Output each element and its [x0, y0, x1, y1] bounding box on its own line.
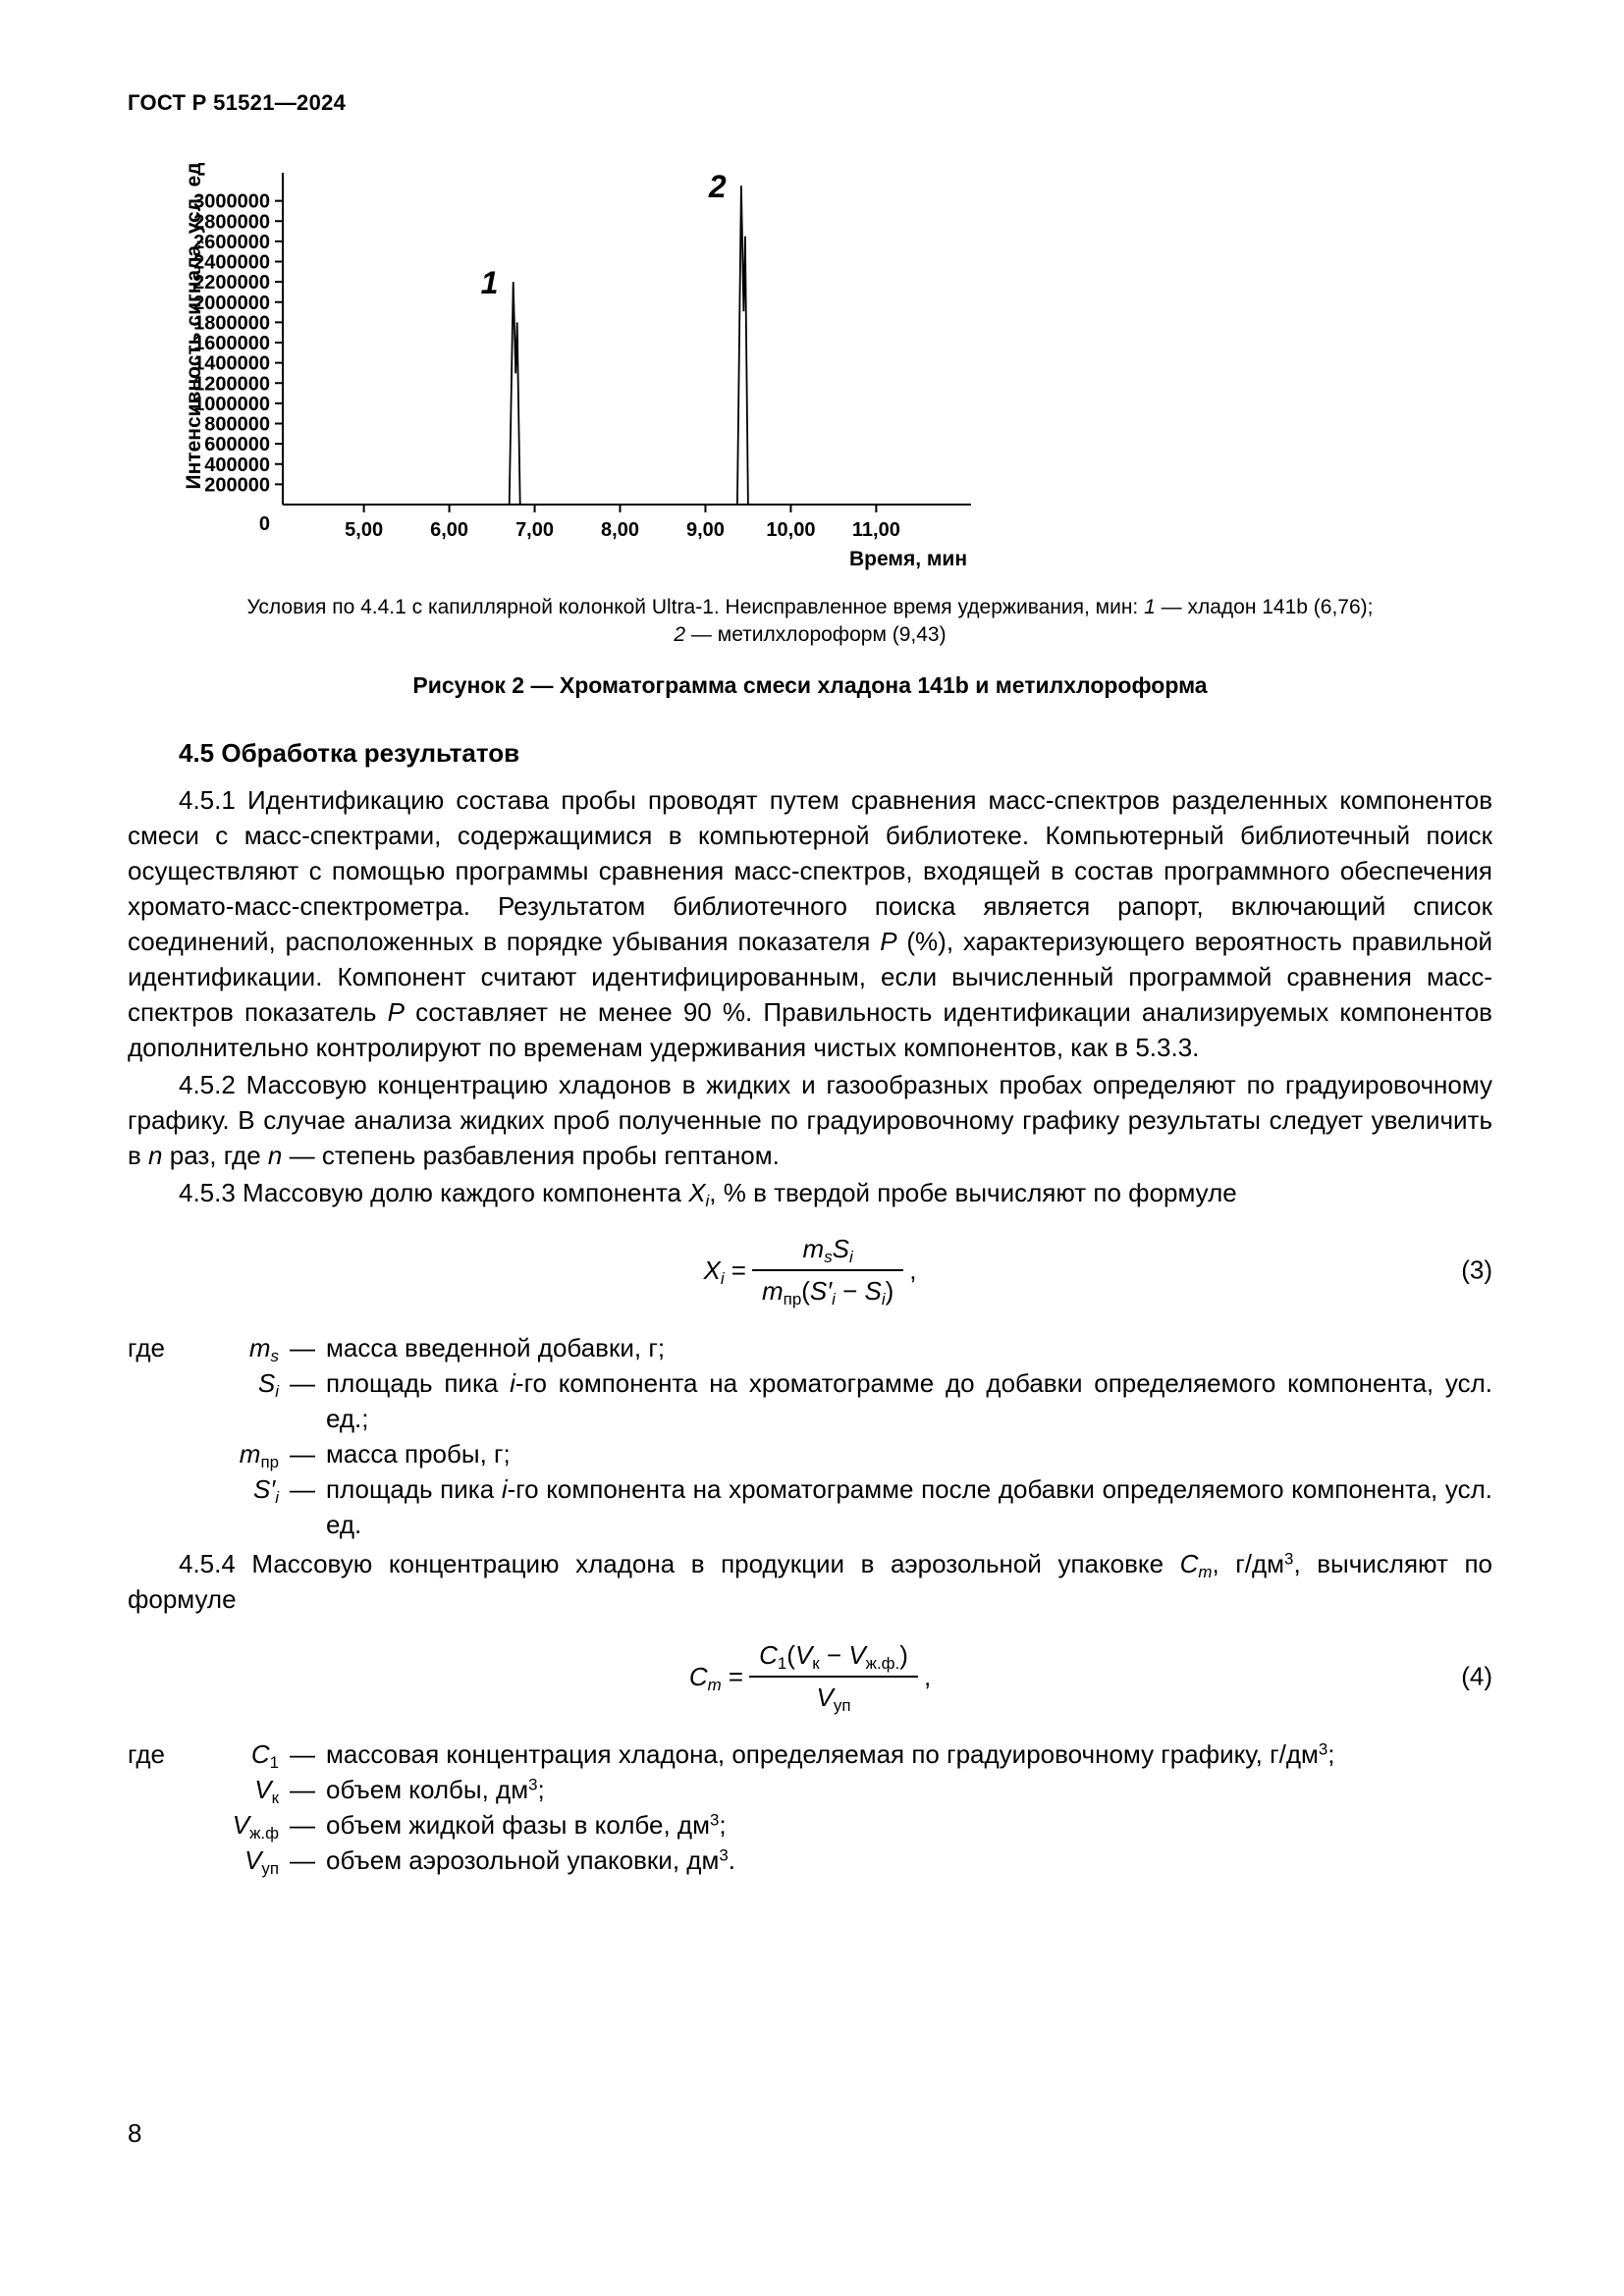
paragraph-4-5-3: 4.5.3 Массовую долю каждого компонента $X_i$, % в твердой пробе вычисляют по формуле: [179, 1178, 1237, 1211]
formula-3-lhs: $X_i$ =: [703, 1255, 746, 1288]
y-tick-label: 800000: [204, 413, 270, 436]
formula-4-expression: [688, 1640, 932, 1716]
where-term: $V_{ж.ф}$: [232, 1810, 279, 1843]
where-list-formula-4: [128, 1736, 1492, 1878]
where-dash: —: [290, 1845, 315, 1875]
where-desc: площадь пика i-го компонента на хроматограмме до добавки определяемого компонента, усл. ед.;: [326, 1368, 1492, 1433]
x-axis-title: Время, мин: [849, 548, 967, 570]
y-tick-label: 2600000: [193, 231, 270, 253]
formula-4-denominator: $V_{уп}$: [816, 1682, 851, 1716]
paragraph-4-5-1: 4.5.1 Идентификацию состава пробы проводят путем сравнения масс-спектров разделенных компонентов смеси с масс-спектрами, содержащимися в компьютерной библиотеке. Компьютерный библиотечный поиск осуществляют с помощью программы сравнения масс-спектров, входящей в состав программного обеспечения хромато-масс-спектрометра. Результатом библиотечного поиска является рапорт, включающий список соединений, расположенных в порядке убывания показателя P (%), характеризующего вероятность правильной идентификации. Компонент считают идентифицированным, если вычисленный программой сравнения масс-спектров показатель P составляет не менее 90 %. Правильность идентификации анализируемых компонентов дополнительно контролируют по временам удерживания чистых компонентов, как в 5.3.3.: [128, 785, 1492, 1062]
x-tick-label: 6,00: [430, 519, 469, 541]
figure-caption: [128, 594, 1492, 649]
where-dash: —: [290, 1775, 315, 1804]
where-desc: объем жидкой фазы в колбе, $дм^3$;: [326, 1810, 727, 1840]
formula-4-tail: ,: [923, 1661, 932, 1691]
where-lead: [128, 1842, 185, 1878]
where-row: [128, 1736, 1492, 1772]
chromatogram-chart: [177, 163, 992, 575]
figure-title: Рисунок 2 — Хроматограмма смеси хладона 141b и метилхлороформа: [412, 672, 1208, 698]
section-heading-4-5: 4.5 Обработка результатов: [179, 738, 520, 768]
formula-3: [128, 1234, 1492, 1307]
x-tick-label: 5,00: [345, 519, 384, 541]
formula-3-number: (3): [1461, 1255, 1492, 1285]
x-tick-label: 9,00: [685, 519, 725, 541]
where-term: $m_{пр}$: [239, 1439, 279, 1472]
figure-caption-line-2: 2 — метилхлороформ (9,43): [674, 623, 947, 646]
y-tick-label: 1800000: [193, 312, 270, 335]
paragraph-4-5-4: 4.5.4 Массовую концентрацию хладона в продукции в аэрозольной упаковке $C_m$, $г/дм^3$, вычисляют по формуле: [128, 1549, 1492, 1614]
y-tick-label: 2800000: [193, 211, 270, 234]
x-tick-label: 8,00: [601, 519, 639, 541]
where-dash: —: [290, 1439, 315, 1468]
y-tick-label: 1000000: [193, 393, 270, 415]
y-tick-label: 2200000: [193, 272, 270, 294]
where-dash: —: [290, 1474, 315, 1504]
where-row: [128, 1807, 1492, 1842]
peak-label: 2: [708, 169, 727, 205]
where-desc: площадь пика i-го компонента на хроматограмме после добавки определяемого компонента, усл. ед.: [326, 1474, 1492, 1539]
formula-3-expression: [703, 1234, 916, 1307]
where-term: $C_1$: [250, 1739, 279, 1773]
where-desc: объем аэрозольной упаковки, $дм^3$.: [326, 1845, 735, 1875]
where-row: [128, 1842, 1492, 1878]
where-lead: [128, 1436, 185, 1471]
formula-4-lhs: $C_m$ =: [688, 1661, 744, 1694]
y-tick-label: 600000: [204, 434, 270, 456]
where-desc: масса введенной добавки, г;: [326, 1333, 666, 1362]
formula-3-numerator: $m_sS_i$: [752, 1234, 903, 1271]
y-tick-label: 1200000: [193, 373, 270, 396]
where-lead: где: [128, 1739, 165, 1769]
origin-label: 0: [258, 513, 270, 535]
where-row: [128, 1772, 1492, 1807]
formula-4-fraction: [749, 1640, 918, 1716]
formula-3-denominator: $m_{пр}(S'_i - S_i)$: [762, 1276, 894, 1309]
formula-4-number: (4): [1461, 1661, 1492, 1691]
figure-2-chart: [177, 163, 1492, 580]
document-header: ГОСТ Р 51521—2024: [128, 90, 347, 115]
y-axis-title: Интенсивность сигнала, усл. ед.: [183, 163, 205, 490]
y-tick-label: 200000: [204, 474, 270, 497]
formula-3-tail: ,: [909, 1255, 917, 1285]
y-tick-label: 2000000: [193, 292, 270, 314]
where-dash: —: [290, 1333, 315, 1362]
where-desc: массовая концентрация хладона, определяемая по градуировочному графику, $г/дм^3$;: [326, 1739, 1335, 1769]
where-row: [128, 1330, 1492, 1365]
formula-4: [128, 1640, 1492, 1716]
where-term: $S_i$: [257, 1368, 279, 1402]
where-row: [128, 1436, 1492, 1471]
formula-4-numerator: $C_1(V_к - V_{ж.ф.})$: [749, 1640, 918, 1678]
y-tick-label: 1400000: [193, 352, 270, 375]
where-term: $V_{уп}$: [244, 1845, 279, 1879]
where-lead: [128, 1807, 185, 1842]
x-tick-label: 10,00: [766, 519, 816, 541]
chromatogram-trace: [283, 186, 965, 505]
peak-label: 1: [480, 265, 499, 301]
where-lead: [128, 1365, 185, 1436]
formula-3-fraction: [752, 1234, 903, 1307]
y-tick-label: 3000000: [193, 190, 270, 213]
y-tick-label: 1600000: [193, 333, 270, 354]
figure-caption-line-1: Условия по 4.4.1 с капиллярной колонкой Ultra-1. Неисправленное время удерживания, мин: 1 — хладон 141b (6,76);: [246, 596, 1374, 618]
where-row: [128, 1471, 1492, 1542]
where-term: $V_к$: [254, 1775, 279, 1808]
where-lead: [128, 1772, 185, 1807]
where-desc: объем колбы, $дм^3$;: [326, 1775, 545, 1804]
where-term: $m_s$: [248, 1333, 279, 1366]
where-lead: [128, 1471, 185, 1542]
where-list-formula-3: [128, 1330, 1492, 1542]
x-tick-label: 11,00: [851, 519, 900, 541]
y-tick-label: 400000: [204, 454, 270, 476]
where-dash: —: [290, 1739, 315, 1769]
x-tick-label: 7,00: [515, 519, 555, 541]
page-number: 8: [128, 2118, 142, 2148]
where-dash: —: [290, 1810, 315, 1840]
where-term: $S'_i$: [253, 1474, 279, 1508]
where-row: [128, 1365, 1492, 1436]
paragraph-4-5-2: 4.5.2 Массовую концентрацию хладонов в жидких и газообразных пробах определяют по градуировочному графику. В случае анализа жидких проб полученные по градуировочному графику результаты следует увеличить в n раз, где n — степень разбавления пробы гептаном.: [128, 1070, 1492, 1170]
where-dash: —: [290, 1368, 315, 1398]
where-desc: масса пробы, г;: [326, 1439, 511, 1468]
y-tick-label: 2400000: [193, 251, 270, 274]
where-lead: где: [128, 1333, 165, 1362]
